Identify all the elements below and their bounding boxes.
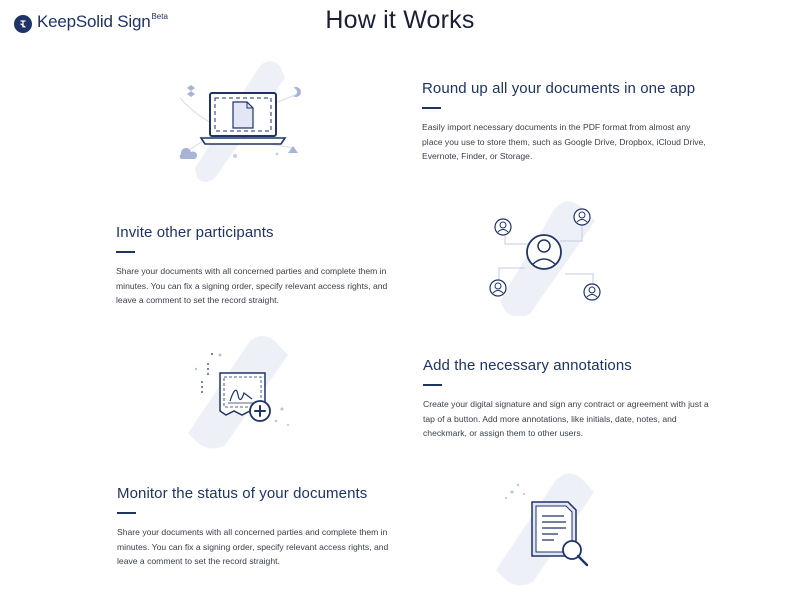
page-title: How it Works <box>325 6 475 34</box>
section-body: Share your documents with all concerned parties and complete them in minutes. You can fix a signing order, specify relevant access rights, and leave a comment to set the record straight. <box>116 266 388 306</box>
laptop-document-icon <box>175 58 305 188</box>
section-invite <box>116 224 406 308</box>
beta-badge: Beta <box>151 12 168 21</box>
title-underline <box>423 384 442 386</box>
section-body: Easily import necessary documents in the PDF format from almost any place you use to store them, such as Google Drive, Dropbox, iCloud Drive, Evernote, Finder, or Storage. <box>422 122 706 162</box>
section-title: Monitor the status of your documents <box>117 485 368 502</box>
section-annotations <box>423 357 713 441</box>
section-body: Create your digital signature and sign any contract or agreement with just a tap of a button. Add more annotations, like initials, date, notes, and checkmark, or assign them to other users. <box>423 399 709 439</box>
title-underline <box>116 251 135 253</box>
participants-network-icon <box>485 196 610 321</box>
section-title: Round up all your documents in one app <box>422 80 696 97</box>
title-underline <box>422 107 441 109</box>
document-search-icon <box>488 470 608 593</box>
signature-add-icon <box>180 333 300 456</box>
section-title: Invite other participants <box>116 224 274 241</box>
section-monitor <box>117 485 407 569</box>
section-body: Share your documents with all concerned parties and complete them in minutes. You can fix a signing order, specify relevant access rights, and leave a comment to set the record straight. <box>117 527 389 567</box>
title-underline <box>117 512 136 514</box>
brand-name: KeepSolid Sign <box>37 12 151 31</box>
section-title: Add the necessary annotations <box>423 357 632 374</box>
section-round-up <box>422 80 712 164</box>
